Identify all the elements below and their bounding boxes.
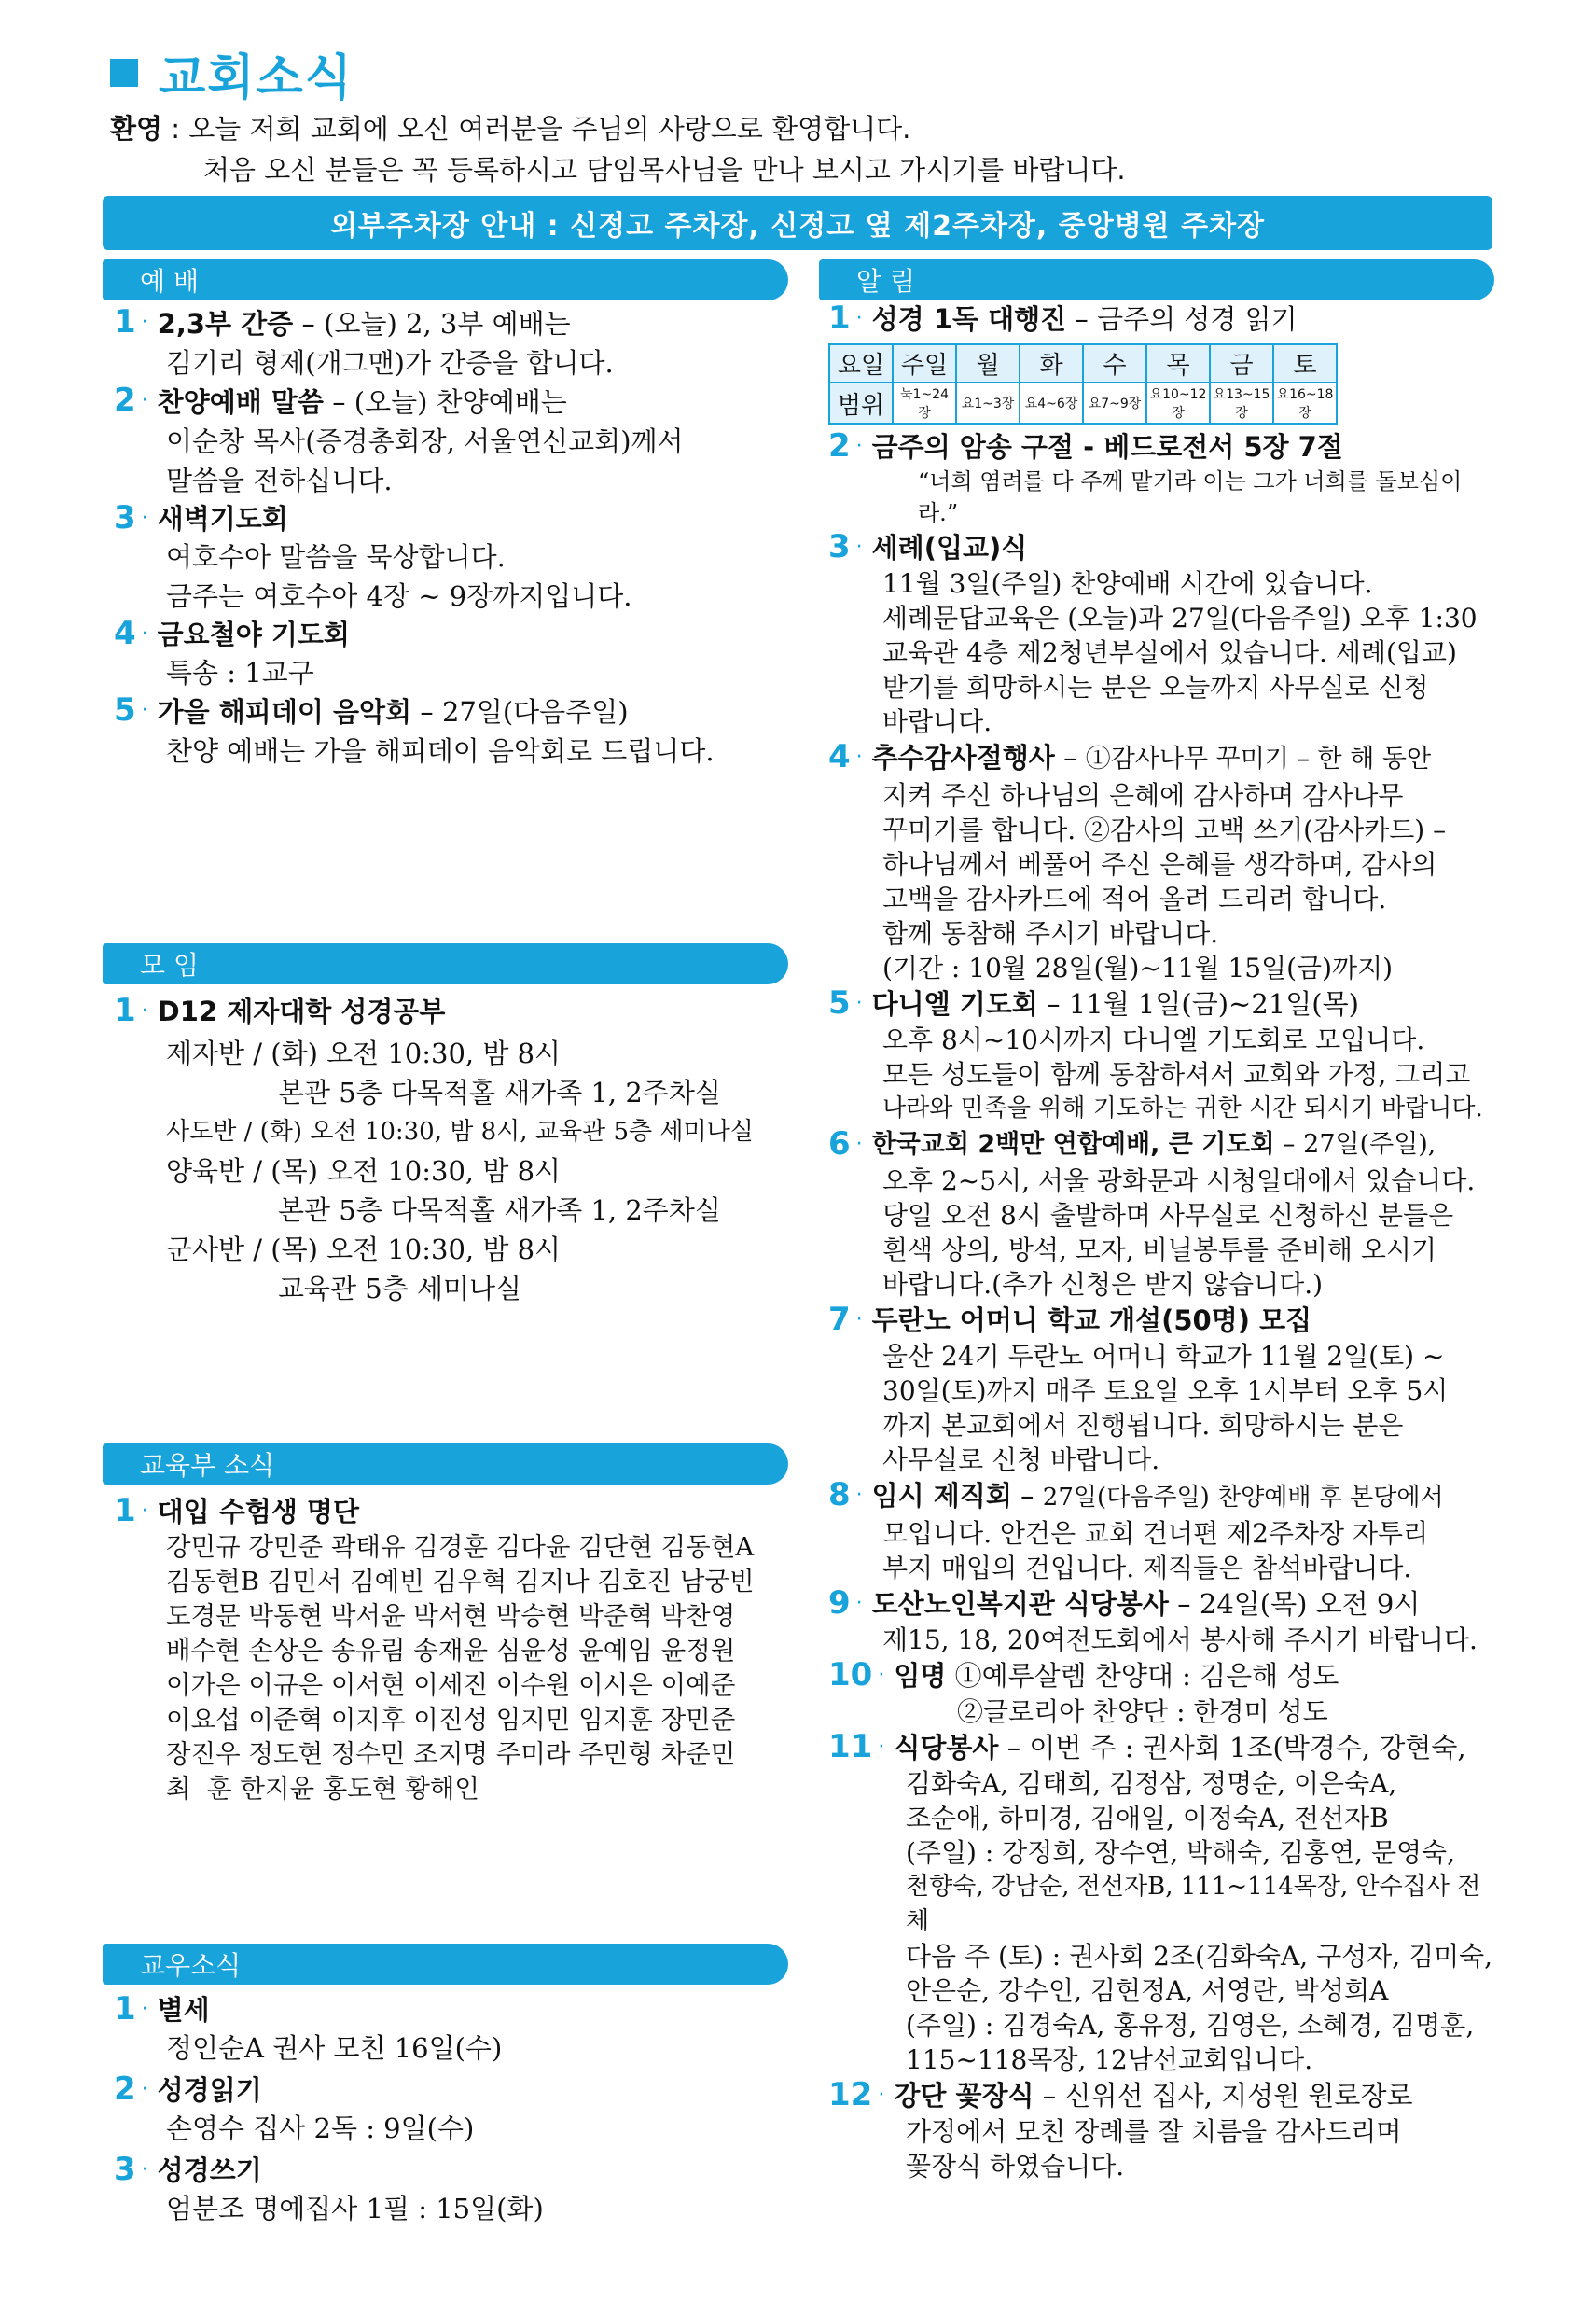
notice-line: 꾸미기를 합니다. ②감사의 고백 쓰기(감사카드) – — [882, 815, 1447, 845]
student-names: 최 훈 한지윤 홍도현 황해인 — [166, 1774, 479, 1804]
table-cell: 토 — [1273, 344, 1337, 383]
notice-line: (주일) : 강정희, 장수연, 박해숙, 김홍연, 문영숙, — [906, 1837, 1456, 1868]
members-list — [114, 1991, 785, 2228]
table-cell: 월 — [956, 344, 1020, 383]
worship-line: 김기리 형제(개그맨)가 간증을 합니다. — [166, 347, 614, 379]
notice-line: 고백을 감사카드에 적어 올려 드리려 합니다. — [882, 884, 1387, 914]
table-cell: 요4~6장 — [1020, 383, 1083, 424]
table-cell: 요7~9장 — [1083, 383, 1146, 424]
table-cell: 눅1~24장 — [893, 383, 956, 424]
table-cell: 금 — [1210, 344, 1273, 383]
worship-line: 특송 : 1교구 — [166, 657, 314, 689]
notice-line: 안은순, 강수인, 김현정A, 서영란, 박성희A — [906, 1975, 1389, 2006]
education-item: 1 · 대입 수험생 명단 — [114, 1492, 359, 1529]
education-list — [114, 1493, 785, 1806]
notice-line: 바랍니다. — [882, 706, 992, 737]
worship-item: 3 · 새벽기도회 — [114, 499, 288, 537]
meeting-list — [114, 993, 785, 1308]
section-meeting: 모 임 — [103, 943, 788, 984]
page-title-text: 교회소식 — [159, 49, 354, 106]
notice-item: 4 · 추수감사절행사 – ①감사나무 꾸미기 – 한 해 동안 — [828, 738, 1432, 775]
notice-line: 지켜 주신 하나님의 은혜에 감사하며 감사나무 — [882, 780, 1404, 811]
worship-line: 여호수아 말씀을 묵상합니다. — [166, 541, 506, 573]
page-title — [110, 35, 354, 110]
notice-line: 김화숙A, 김태희, 김정삼, 정명순, 이은숙A, — [906, 1768, 1397, 1799]
table-cell: 요10~12장 — [1146, 383, 1210, 424]
table-cell: 주일 — [893, 344, 956, 383]
section-members: 교우소식 — [103, 1944, 788, 1985]
table-cell: 목 — [1146, 344, 1210, 383]
notice-line: 세례문답교육은 (오늘)과 27일(다음주일) 오후 1:30 — [882, 603, 1478, 634]
worship-list — [114, 304, 785, 771]
notice-line: 모입니다. 안건은 교회 건너편 제2주차장 자투리 — [882, 1518, 1429, 1549]
table-cell: 요1~3장 — [956, 383, 1020, 424]
notice-line: 나라와 민족을 위해 기도하는 귀한 시간 되시기 바랍니다. — [882, 1094, 1483, 1122]
notice-line: 꽃장식 하였습니다. — [906, 2151, 1125, 2182]
member-item: 3 · 성경쓰기 — [114, 2151, 262, 2188]
student-names: 배수현 손상은 송유림 송재윤 심윤성 윤예임 윤정원 — [166, 1636, 736, 1666]
meeting-line: 사도반 / (화) 오전 10:30, 밤 8시, 교육관 5층 세미나실 — [166, 1118, 754, 1146]
parking-banner: 외부주차장 안내 : 신정고 주차장, 신정고 옆 제2주차장, 중앙병원 주차장 — [103, 196, 1492, 250]
welcome-label: 환영 — [110, 113, 163, 145]
notice-item: 5 · 다니엘 기도회 – 11월 1일(금)~21일(목) — [828, 984, 1359, 1022]
notice-line: 받기를 희망하시는 분은 오늘까지 사무실로 신청 — [882, 672, 1429, 703]
notice-list — [828, 300, 1496, 2183]
welcome-line-2: 처음 오신 분들은 꼭 등록하시고 담임목사님을 만나 보시고 가시기를 바랍니다. — [203, 154, 1126, 186]
worship-line: 이순창 목사(증경총회장, 서울연신교회)께서 — [166, 425, 684, 457]
notice-item: 12 · 강단 꽃장식 – 신위선 집사, 지성원 원로장로 — [828, 2076, 1413, 2113]
member-item: 2 · 성경읽기 — [114, 2070, 262, 2108]
notice-line: (주일) : 김경숙A, 홍유정, 김영은, 소혜경, 김명훈, — [906, 2010, 1475, 2041]
notice-line: ②글로리아 찬양단 : 한경미 성도 — [957, 1696, 1328, 1727]
notice-line: 울산 24기 두란노 어머니 학교가 11월 2일(토) ~ — [882, 1341, 1445, 1372]
notice-line: (기간 : 10월 28일(월)~11월 15일(금)까지) — [882, 953, 1394, 983]
meeting-line: 군사반 / (목) 오전 10:30, 밤 8시 — [166, 1234, 562, 1265]
welcome-message — [110, 108, 1126, 190]
notice-item: 7 · 두란노 어머니 학교 개설(50명) 모집 — [828, 1301, 1312, 1338]
student-names: 김동현B 김민서 김예빈 김우혁 김지나 김호진 남궁빈 — [166, 1567, 755, 1596]
table-cell: 요13~15장 — [1210, 383, 1273, 424]
meeting-line: 제자반 / (화) 오전 10:30, 밤 8시 — [166, 1038, 562, 1069]
meeting-line: 교육관 5층 세미나실 — [278, 1273, 521, 1304]
notice-line: 조순애, 하미경, 김애일, 이정숙A, 전선자B — [906, 1803, 1389, 1833]
notice-line: 하나님께서 베풀어 주신 은혜를 생각하며, 감사의 — [882, 849, 1437, 880]
notice-item: 10 · 임명 ①예루살렘 찬양대 : 김은해 성도 — [828, 1656, 1339, 1694]
notice-line: 제15, 18, 20여전도회에서 봉사해 주시기 바랍니다. — [882, 1624, 1478, 1655]
meeting-item: 1 · D12 제자대학 성경공부 — [114, 992, 446, 1029]
notice-line: 오후 2~5시, 서울 광화문과 시청일대에서 있습니다. — [882, 1165, 1476, 1196]
worship-item: 2 · 찬양예배 말씀 – (오늘) 찬양예배는 — [114, 382, 567, 419]
notice-line: 천향숙, 강남순, 전선자B, 111~114목장, 안수집사 전체 — [906, 1873, 1481, 1935]
notice-item: 9 · 도산노인복지관 식당봉사 – 24일(목) 오전 9시 — [828, 1584, 1421, 1622]
notice-item: 6 · 한국교회 2백만 연합예배, 큰 기도회 – 27일(주일), — [828, 1125, 1436, 1163]
table-cell: 수 — [1083, 344, 1146, 383]
square-bullet-icon — [110, 59, 138, 87]
worship-line: 찬양 예배는 가을 해피데이 음악회로 드립니다. — [166, 735, 715, 767]
student-names: 이요섭 이준혁 이지후 이진성 임지민 임지훈 장민준 — [166, 1705, 736, 1735]
member-line: 엄분조 명예집사 1필 : 15일(화) — [166, 2193, 544, 2224]
table-cell: 범위 — [829, 383, 893, 424]
notice-item: 1 · 성경 1독 대행진 – 금주의 성경 읽기 — [828, 300, 1298, 337]
table-cell: 요일 — [829, 344, 893, 383]
worship-item: 1 · 2,3부 간증 – (오늘) 2, 3부 예배는 — [114, 303, 571, 341]
section-worship: 예 배 — [103, 259, 788, 300]
notice-line: 모든 성도들이 함께 동참하셔서 교회와 가정, 그리고 — [882, 1059, 1471, 1090]
notice-line: 가정에서 모친 장례를 잘 치름을 감사드리며 — [906, 2116, 1402, 2147]
notice-line: 당일 오전 8시 출발하며 사무실로 신청하신 분들은 — [882, 1200, 1454, 1231]
notice-line: 115~118목장, 12남선교회입니다. — [906, 2044, 1313, 2075]
notice-line: 30일(토)까지 매주 토요일 오후 1시부터 오후 5시 — [882, 1375, 1449, 1406]
student-names: 강민규 강민준 곽태유 김경훈 김다윤 김단현 김동현A — [166, 1532, 755, 1562]
meeting-line: 양육반 / (목) 오전 10:30, 밤 8시 — [166, 1155, 562, 1187]
notice-line: 11월 3일(주일) 찬양예배 시간에 있습니다. — [882, 568, 1373, 599]
student-names: 도경문 박동현 박서윤 박서현 박승현 박준혁 박찬영 — [166, 1601, 736, 1631]
notice-line: 까지 본교회에서 진행됩니다. 희망하시는 분은 — [882, 1410, 1404, 1441]
worship-line: 금주는 여호수아 4장 ~ 9장까지입니다. — [166, 580, 632, 612]
notice-item: 8 · 임시 제직회 – 27일(다음주일) 찬양예배 후 본당에서 — [828, 1476, 1444, 1513]
memory-verse: “너희 염려를 다 주께 맡기라 이는 그가 너희를 돌보심이라.” — [918, 468, 1463, 526]
worship-item: 4 · 금요철야 기도회 — [114, 615, 350, 652]
notice-line: 다음 주 (토) : 권사회 2조(김화숙A, 구성자, 김미숙, — [906, 1941, 1493, 1972]
notice-line: 부지 매입의 건입니다. 제직들은 참석바랍니다. — [882, 1553, 1412, 1583]
notice-line: 함께 동참해 주시기 바랍니다. — [882, 918, 1219, 949]
student-names: 이가은 이규은 이서현 이세진 이수원 이시은 이예준 — [166, 1670, 736, 1700]
notice-item: 11 · 식당봉사 – 이번 주 : 권사회 1조(박경수, 강현숙, — [828, 1728, 1466, 1765]
table-cell: 화 — [1020, 344, 1083, 383]
section-notice: 알 림 — [819, 259, 1494, 300]
notice-line: 사무실로 신청 바랍니다. — [882, 1444, 1160, 1475]
worship-item: 5 · 가을 해피데이 음악회 – 27일(다음주일) — [114, 691, 629, 729]
table-cell: 요16~18장 — [1273, 383, 1337, 424]
meeting-line: 본관 5층 다목적홀 새가족 1, 2주차실 — [278, 1077, 721, 1108]
notice-line: 오후 8시~10시까지 다니엘 기도회로 모입니다. — [882, 1025, 1425, 1055]
notice-line: 흰색 상의, 방석, 모자, 비닐봉투를 준비해 오시기 — [882, 1234, 1437, 1265]
notice-line: 바랍니다.(추가 신청은 받지 않습니다.) — [882, 1269, 1324, 1300]
member-item: 1 · 별세 — [114, 1990, 210, 2028]
notice-item: 2 · 금주의 암송 구절 - 베드로전서 5장 7절 — [828, 427, 1343, 465]
bible-reading-table — [828, 343, 1338, 425]
welcome-line-1: : 오늘 저희 교회에 오신 여러분을 주님의 사랑으로 환영합니다. — [162, 113, 911, 145]
student-names: 장진우 정도현 정수민 조지명 주미라 주민형 차준민 — [166, 1739, 736, 1769]
section-education: 교육부 소식 — [103, 1443, 788, 1485]
member-line: 손영수 집사 2독 : 9일(수) — [166, 2112, 475, 2144]
member-line: 정인순A 권사 모친 16일(수) — [166, 2032, 503, 2064]
notice-line: 교육관 4층 제2청년부실에서 있습니다. 세례(입교) — [882, 637, 1457, 668]
notice-item: 3 · 세례(입교)식 — [828, 528, 1028, 565]
worship-line: 말씀을 전하십니다. — [166, 465, 393, 496]
meeting-line: 본관 5층 다목적홀 새가족 1, 2주차실 — [278, 1194, 721, 1226]
